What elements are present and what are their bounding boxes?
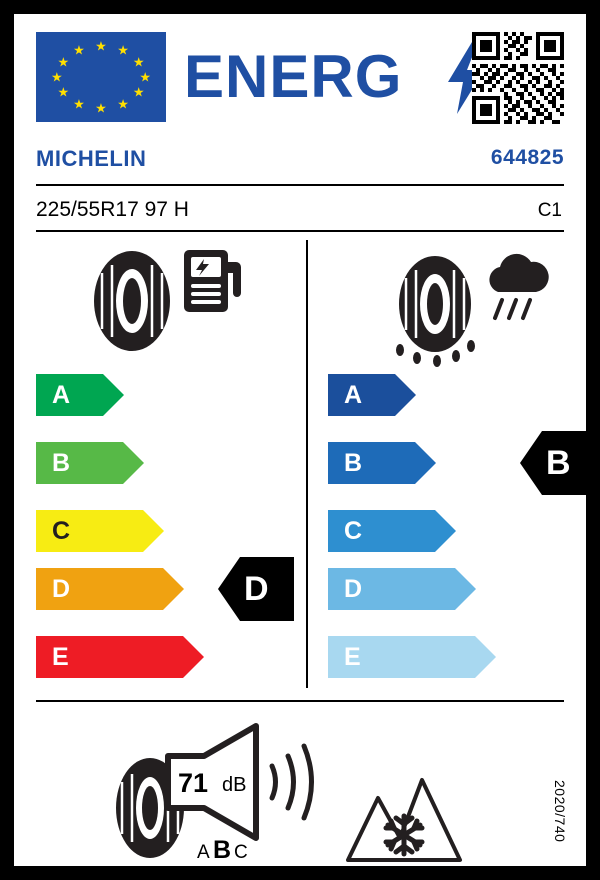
wet-grade-e bbox=[328, 636, 496, 678]
tyre-wet-icon bbox=[392, 254, 478, 366]
divider-under-size bbox=[36, 230, 564, 232]
fuel-result-badge bbox=[218, 557, 294, 621]
page-title: ENERG bbox=[184, 43, 403, 110]
grade-letter: D bbox=[344, 575, 363, 603]
noise-value: 71 bbox=[178, 768, 209, 798]
label-card bbox=[14, 14, 586, 866]
fuel-grade-b bbox=[36, 442, 144, 484]
tyre-size: 225/55R17 97 H bbox=[36, 198, 189, 221]
grade-letter: C bbox=[344, 517, 363, 545]
rain-cloud-icon bbox=[480, 252, 552, 332]
wet-grade-a bbox=[328, 374, 416, 416]
noise-class-a: A bbox=[197, 842, 210, 863]
wet-grade-d bbox=[328, 568, 476, 610]
grade-letter: E bbox=[52, 643, 69, 671]
grade-letter: B bbox=[52, 449, 71, 477]
grade-letter: C bbox=[52, 517, 71, 545]
grade-letter: B bbox=[344, 449, 363, 477]
fuel-result-letter: D bbox=[244, 570, 269, 608]
grade-letter: A bbox=[52, 381, 71, 409]
eu-flag-icon: ★ ★ ★ ★ ★ ★ ★ ★ ★ ★ ★ ★ bbox=[36, 32, 166, 122]
grade-letter: E bbox=[344, 643, 361, 671]
noise-class-b bbox=[213, 836, 231, 865]
wet-grade-c bbox=[328, 510, 456, 552]
serial-number: 644825 bbox=[490, 146, 564, 169]
tyre-icon bbox=[90, 248, 174, 354]
noise-class-c: C bbox=[234, 842, 248, 863]
divider-bottom bbox=[36, 700, 564, 702]
divider-vertical bbox=[306, 240, 308, 688]
divider-top bbox=[36, 184, 564, 186]
grade-letter: A bbox=[344, 381, 363, 409]
fuel-grade-d bbox=[36, 568, 184, 610]
fuel-grade-c bbox=[36, 510, 164, 552]
noise-class-b-letter: B bbox=[213, 836, 232, 864]
tyre-class: C1 bbox=[537, 200, 562, 221]
fuel-grade-a bbox=[36, 374, 124, 416]
fuel-grade-e bbox=[36, 636, 204, 678]
three-peak-mountain-snowflake-icon bbox=[344, 750, 464, 866]
noise-unit: dB bbox=[222, 774, 247, 796]
grade-letter: D bbox=[52, 575, 71, 603]
wet-grade-b bbox=[328, 442, 436, 484]
wet-result-letter: B bbox=[546, 444, 571, 482]
date-code: 2020/740 bbox=[552, 779, 568, 842]
fuel-pump-icon bbox=[182, 248, 244, 314]
brand-name: MICHELIN bbox=[36, 146, 147, 171]
qr-code-icon bbox=[472, 32, 564, 124]
wet-result-badge bbox=[520, 431, 596, 495]
